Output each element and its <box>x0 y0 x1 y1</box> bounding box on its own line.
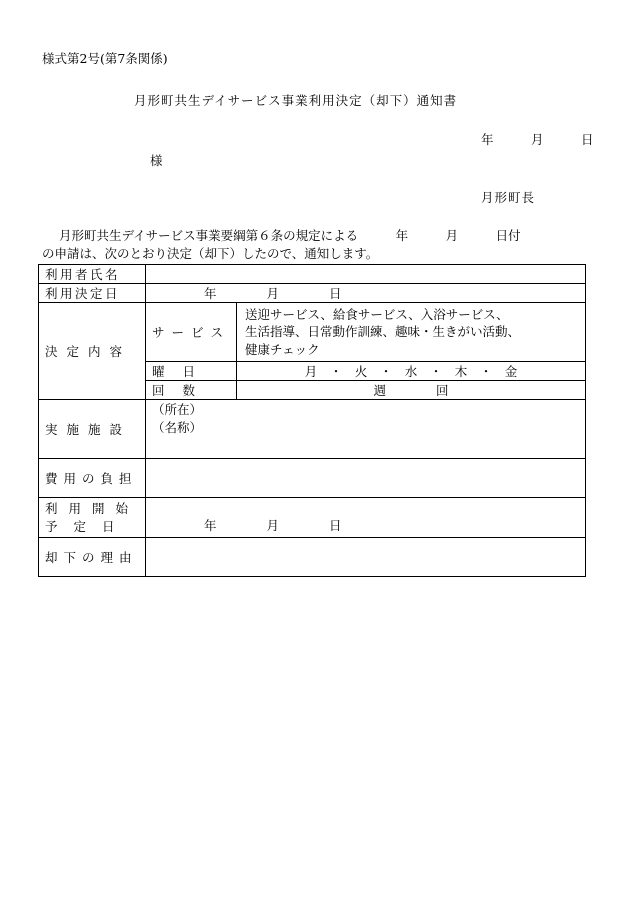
rejection-reason-label: 却下の理由 <box>39 538 146 577</box>
notice-body <box>42 227 602 263</box>
start-date-value: 年 月 日 <box>146 498 586 538</box>
frequency-label: 回数 <box>146 381 237 400</box>
decision-content-label: 決定内容 <box>39 303 146 400</box>
start-date-label-line-2: 予定日 <box>45 518 131 534</box>
row-user-name <box>39 265 586 284</box>
cost-value <box>146 459 586 498</box>
facility-value <box>146 400 586 459</box>
facility-address-label: （所在） <box>152 402 203 417</box>
notice-line-2: の申請は、次のとおり決定（却下）したので、通知します。 <box>42 246 379 261</box>
rejection-reason-value <box>146 538 586 577</box>
row-facility <box>39 400 586 459</box>
form-number: 様式第2号(第7条関係) <box>42 51 168 66</box>
row-cost <box>39 459 586 498</box>
start-date-label <box>39 498 146 538</box>
decision-date-value: 年 月 日 <box>146 284 586 303</box>
cost-label: 費用の負担 <box>39 459 146 498</box>
service-label: サービス <box>146 303 237 362</box>
service-line-2: 生活指導、日常動作訓練、趣味・生きがい活動、 <box>245 324 521 340</box>
start-date-label-line-1: 利用開始 <box>45 500 140 516</box>
weekday-value: 月 ・ 火 ・ 水 ・ 木 ・ 金 <box>237 362 586 381</box>
user-name-value <box>146 265 586 284</box>
service-list <box>237 303 586 362</box>
service-line-1: 送迎サービス、給食サービス、入浴サービス、 <box>245 306 509 322</box>
service-line-3: 健康チェック <box>245 341 320 357</box>
decision-date-label: 利用決定日 <box>39 284 146 303</box>
decision-table <box>38 264 586 577</box>
row-rejection <box>39 538 586 577</box>
facility-label: 実施施設 <box>39 400 146 459</box>
row-service <box>39 303 586 362</box>
weekday-label: 曜日 <box>146 362 237 381</box>
user-name-label: 利用者氏名 <box>39 265 146 284</box>
issue-date: 年 月 日 <box>481 132 594 147</box>
notice-line-1: 月形町共生デイサービス事業要綱第６条の規定による 年 月 日付 <box>59 228 521 243</box>
row-decision-date <box>39 284 586 303</box>
row-start-date <box>39 498 586 538</box>
facility-name-label: （名称） <box>152 420 203 435</box>
addressee: 様 <box>150 153 163 168</box>
document-title: 月形町共生デイサービス事業利用決定（却下）通知書 <box>134 93 458 108</box>
frequency-value: 週 回 <box>237 381 586 400</box>
issuer: 月形町長 <box>481 190 536 205</box>
